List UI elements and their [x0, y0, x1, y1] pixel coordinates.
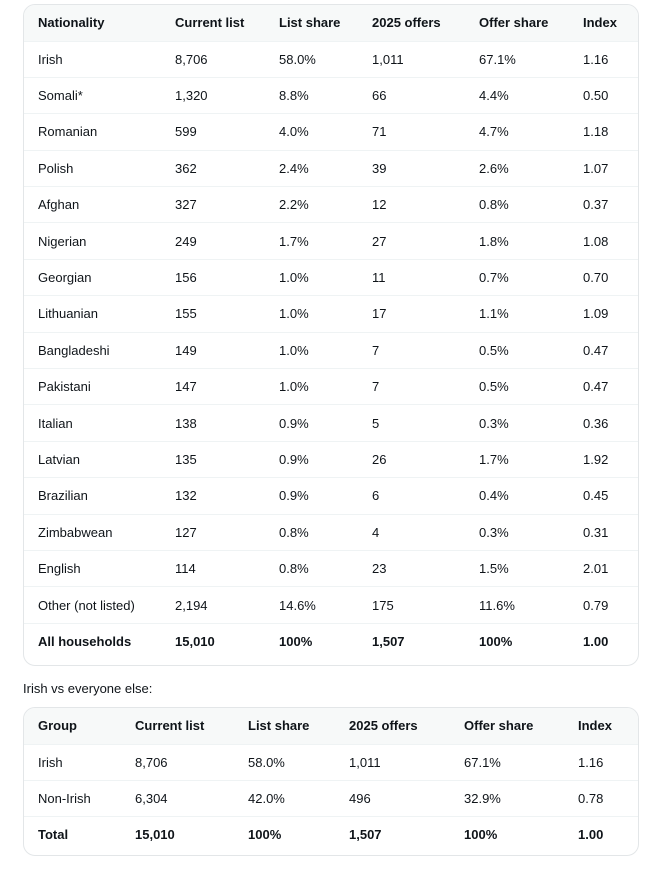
table-cell: Nigerian	[38, 233, 87, 249]
table-cell: Romanian	[38, 124, 98, 140]
table-cell: 67.1%	[464, 754, 501, 770]
table-row	[24, 150, 638, 186]
table-cell: 135	[175, 451, 197, 467]
table-cell: 0.3%	[479, 415, 509, 431]
group-table	[24, 708, 638, 853]
table-row	[24, 114, 638, 150]
table-cell: 4.0%	[279, 124, 309, 140]
table-row	[24, 514, 638, 550]
table-cell: 0.8%	[279, 524, 309, 540]
table-row	[24, 405, 638, 441]
column-header: List share	[279, 15, 341, 31]
total-cell: 1,507	[349, 827, 382, 843]
table-row	[24, 550, 638, 586]
table-cell: 0.7%	[479, 270, 509, 286]
table-row	[24, 187, 638, 223]
table-header-row	[24, 5, 638, 41]
table-cell: 1,320	[175, 88, 208, 104]
table-cell: 1.16	[583, 51, 609, 67]
table-cell: 11.6%	[479, 597, 515, 613]
column-header: Index	[578, 718, 612, 734]
table-cell: 1.0%	[279, 379, 309, 395]
table-cell: 8,706	[135, 754, 168, 770]
table-cell: 8.8%	[279, 88, 309, 104]
total-cell: 100%	[279, 634, 313, 650]
table-cell: 362	[175, 160, 197, 176]
column-header: Current list	[135, 718, 205, 734]
table-cell: Afghan	[38, 197, 80, 213]
table-cell: 2.6%	[479, 160, 509, 176]
table-cell: 6,304	[135, 790, 168, 806]
table-cell: Zimbabwean	[38, 524, 113, 540]
table-cell: 0.4%	[479, 488, 509, 504]
table-cell: Lithuanian	[38, 306, 98, 322]
table-cell: 1.07	[583, 160, 609, 176]
table-cell: 0.78	[578, 790, 604, 806]
table-cell: 17	[372, 306, 387, 322]
table-cell: 0.8%	[479, 197, 509, 213]
total-cell: 1.00	[578, 827, 604, 843]
table-cell: 2.4%	[279, 160, 309, 176]
column-header: Current list	[175, 15, 245, 31]
total-cell: 100%	[479, 634, 513, 650]
table-cell: 1.1%	[479, 306, 509, 322]
table-cell: 23	[372, 561, 387, 577]
table-cell: 1,011	[372, 51, 404, 67]
table-row	[24, 259, 638, 295]
total-cell: 100%	[248, 827, 282, 843]
total-cell: Total	[38, 827, 69, 843]
table-cell: Other (not listed)	[38, 597, 135, 613]
table-cell: 4.7%	[479, 124, 509, 140]
table-row	[24, 223, 638, 259]
total-cell: 1,507	[372, 634, 405, 650]
table-cell: Italian	[38, 415, 73, 431]
table-cell: 2,194	[175, 597, 208, 613]
table-cell: Bangladeshi	[38, 342, 110, 358]
table-cell: Georgian	[38, 270, 92, 286]
table-cell: 1.18	[583, 124, 609, 140]
table-cell: 1.0%	[279, 306, 309, 322]
table-cell: Irish	[38, 754, 63, 770]
table-cell: 0.79	[583, 597, 609, 613]
table-cell: 42.0%	[248, 790, 285, 806]
table-cell: 67.1%	[479, 51, 516, 67]
table-cell: 26	[372, 451, 387, 467]
table-cell: 7	[372, 379, 380, 395]
table-cell: 156	[175, 270, 197, 286]
table-cell: 1.09	[583, 306, 609, 322]
nationality-table	[24, 5, 638, 660]
table-cell: 1,011	[349, 754, 381, 770]
table-cell: 1.0%	[279, 342, 309, 358]
table-cell: 1.08	[583, 233, 609, 249]
table-cell: 1.7%	[279, 233, 309, 249]
table-cell: 1.92	[583, 451, 609, 467]
table-cell: 12	[372, 197, 387, 213]
total-row	[24, 817, 638, 853]
table-cell: 11	[372, 270, 386, 286]
table-cell: 0.31	[583, 524, 609, 540]
table-row	[24, 441, 638, 477]
table-cell: English	[38, 561, 81, 577]
table-cell: Pakistani	[38, 379, 91, 395]
table-cell: 66	[372, 88, 387, 104]
table-cell: 5	[372, 415, 380, 431]
nationality-table-card	[23, 4, 639, 666]
table-cell: Non-Irish	[38, 790, 91, 806]
table-cell: Brazilian	[38, 488, 88, 504]
table-cell: Somali*	[38, 88, 83, 104]
column-header: Group	[38, 718, 77, 734]
table-row	[24, 41, 638, 77]
column-header: Offer share	[479, 15, 549, 31]
table-cell: 138	[175, 415, 197, 431]
table-cell: 1.16	[578, 754, 604, 770]
table-cell: 127	[175, 524, 197, 540]
table-cell: Irish	[38, 51, 63, 67]
table-cell: 2.2%	[279, 197, 309, 213]
table-header-row	[24, 708, 638, 744]
total-cell: 15,010	[135, 827, 175, 843]
table-cell: 6	[372, 488, 380, 504]
table-cell: 1.8%	[479, 233, 509, 249]
table-cell: 0.5%	[479, 379, 509, 395]
section-caption: Irish vs everyone else:	[23, 681, 153, 696]
table-cell: 4	[372, 524, 380, 540]
table-cell: 0.8%	[279, 561, 309, 577]
total-cell: 15,010	[175, 634, 215, 650]
table-row	[24, 744, 638, 780]
table-cell: 0.5%	[479, 342, 509, 358]
column-header: Nationality	[38, 15, 105, 31]
table-row	[24, 478, 638, 514]
table-cell: 175	[372, 597, 394, 613]
table-row	[24, 780, 638, 816]
table-row	[24, 369, 638, 405]
group-table-card	[23, 707, 639, 856]
table-cell: 0.37	[583, 197, 609, 213]
column-header: Offer share	[464, 718, 534, 734]
table-cell: 0.36	[583, 415, 609, 431]
table-cell: 0.50	[583, 88, 609, 104]
table-cell: 0.47	[583, 379, 609, 395]
table-cell: 39	[372, 160, 387, 176]
table-cell: 0.9%	[279, 488, 309, 504]
table-cell: 1.5%	[479, 561, 509, 577]
table-cell: 58.0%	[279, 51, 316, 67]
table-cell: 0.3%	[479, 524, 509, 540]
table-cell: 14.6%	[279, 597, 316, 613]
table-cell: 71	[372, 124, 387, 140]
total-cell: All households	[38, 634, 132, 650]
table-cell: 0.9%	[279, 451, 309, 467]
table-cell: 114	[175, 561, 196, 577]
table-cell: 0.47	[583, 342, 609, 358]
table-row	[24, 296, 638, 332]
table-cell: 58.0%	[248, 754, 285, 770]
table-cell: 249	[175, 233, 197, 249]
table-cell: 1.0%	[279, 270, 309, 286]
table-cell: 496	[349, 790, 371, 806]
total-cell: 1.00	[583, 634, 609, 650]
column-header: List share	[248, 718, 310, 734]
table-cell: 27	[372, 233, 387, 249]
table-row	[24, 332, 638, 368]
table-cell: 599	[175, 124, 197, 140]
column-header: 2025 offers	[372, 15, 441, 31]
total-cell: 100%	[464, 827, 498, 843]
column-header: Index	[583, 15, 617, 31]
table-cell: 0.70	[583, 270, 609, 286]
table-cell: 147	[175, 379, 197, 395]
table-cell: 1.7%	[479, 451, 509, 467]
table-cell: 8,706	[175, 51, 208, 67]
table-cell: 132	[175, 488, 197, 504]
table-row	[24, 587, 638, 623]
column-header: 2025 offers	[349, 718, 418, 734]
table-row	[24, 77, 638, 113]
table-cell: 0.45	[583, 488, 609, 504]
table-cell: Polish	[38, 160, 74, 176]
table-cell: 155	[175, 306, 197, 322]
table-cell: 0.9%	[279, 415, 309, 431]
table-cell: 327	[175, 197, 197, 213]
table-cell: 7	[372, 342, 380, 358]
table-cell: 2.01	[583, 561, 609, 577]
table-cell: 149	[175, 342, 197, 358]
table-cell: 32.9%	[464, 790, 501, 806]
table-cell: 4.4%	[479, 88, 509, 104]
table-cell: Latvian	[38, 451, 80, 467]
total-row	[24, 623, 638, 659]
